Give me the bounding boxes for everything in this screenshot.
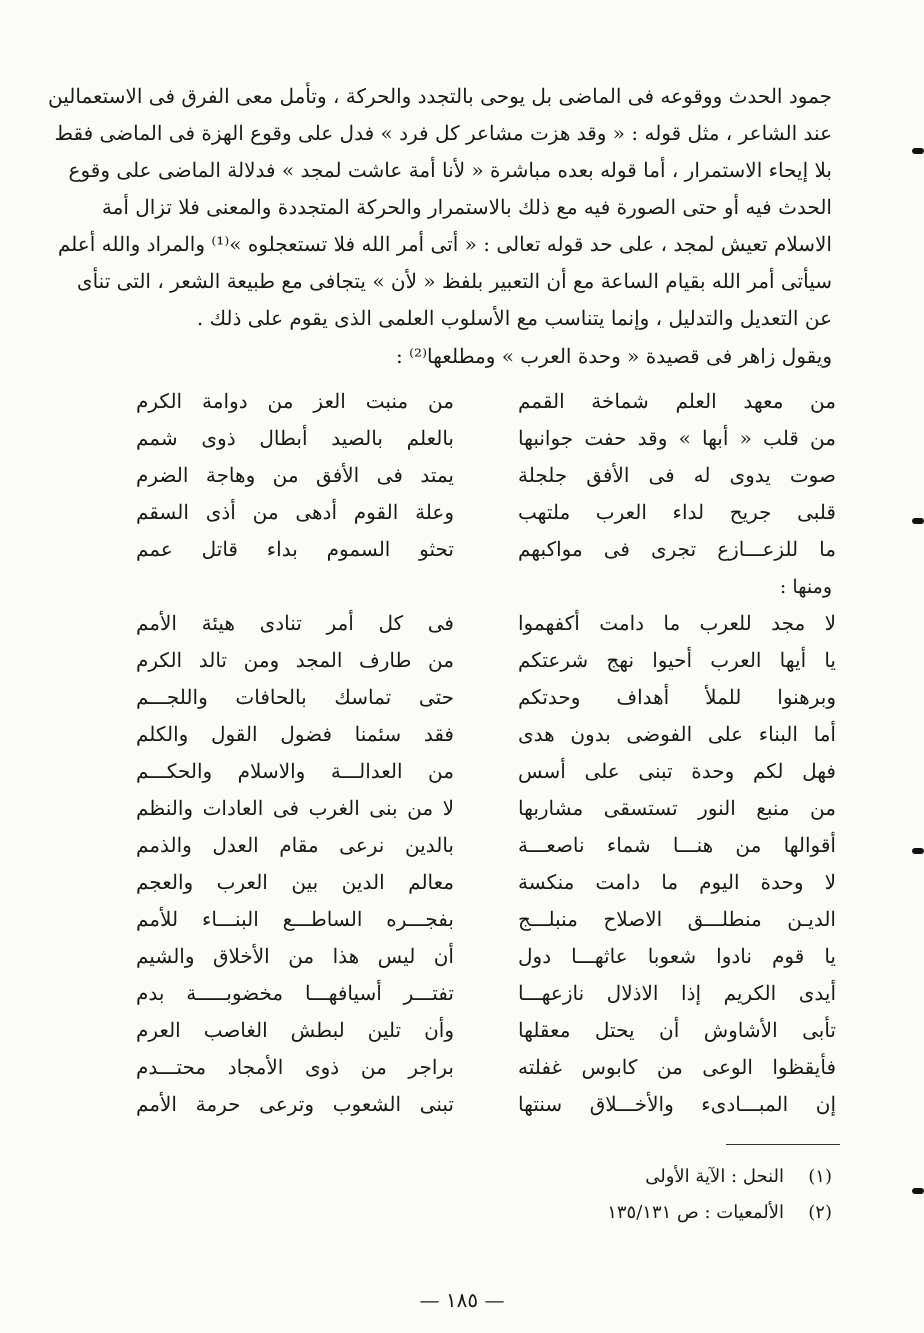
verse-second-hemistich: وعلة القوم أدهى من أذى السقم	[136, 499, 454, 524]
page-number: — ١٨٥ —	[419, 1288, 505, 1312]
verse-second-hemistich: بفجـــره الساطـــع البنـــاء للأمم	[136, 906, 454, 931]
scan-edge-mark	[912, 848, 924, 854]
verse-second-hemistich: أن ليس هذا من الأخلاق والشيم	[136, 943, 454, 968]
verse-second-hemistich: وأن تلين لبطش الغاصب العرم	[136, 1017, 454, 1042]
verse-row	[136, 382, 836, 419]
verse-second-hemistich: بالعلم بالصيد أبطال ذوى شمم	[136, 425, 454, 450]
verse-first-hemistich: الديـن منطلـــق الاصلاح منبلـــج	[518, 906, 836, 931]
paragraph-line: الحدث فيه أو حتى الصورة فيه مع ذلك بالاستمرار والحركة المتجددة والمعنى فلا تزال أمة	[101, 195, 832, 219]
poem-intro: ويقول زاهر فى قصيدة « وحدة العرب » ومطلعها⁽²⁾ :	[396, 344, 832, 368]
verse-first-hemistich: فهل لكم وحدة تبنى على أسس	[518, 758, 836, 783]
footnote	[607, 1194, 832, 1230]
footnotes	[607, 1158, 832, 1230]
paragraph-line: جمود الحدث ووقوعه فى الماضى بل يوحى بالتجدد والحركة ، وتأمل معى الفرق فى الاستعمالين	[48, 84, 832, 108]
poem-section-1	[136, 382, 836, 567]
verse-row	[136, 974, 836, 1011]
verse-first-hemistich: لا وحدة اليوم ما دامت منكسة	[518, 869, 836, 894]
scan-edge-mark	[912, 148, 924, 154]
verse-row	[136, 937, 836, 974]
verse-second-hemistich: فى كل أمر تنادى هيئة الأمم	[136, 610, 454, 635]
verse-second-hemistich: من طارف المجد ومن تالد الكرم	[136, 647, 454, 672]
verse-first-hemistich: فأيقظوا الوعى من كابوس غفلته	[518, 1054, 836, 1079]
verse-row	[136, 419, 836, 456]
verse-first-hemistich: وبرهنوا للملأ أهداف وحدتكم	[518, 684, 836, 709]
verse-row	[136, 1048, 836, 1085]
poem-subheading: ومنها :	[779, 576, 832, 598]
verse-first-hemistich: يا أيها العرب أحيوا نهج شرعتكم	[518, 647, 836, 672]
footnote-divider	[726, 1144, 840, 1145]
verse-row	[136, 1011, 836, 1048]
footnote-text: النحل : الآية الأولى	[645, 1165, 784, 1187]
paragraph-line: عن التعديل والتدليل ، وإنما يتناسب مع الأسلوب العلمى الذى يقوم على ذلك .	[196, 306, 832, 330]
paragraph-line: عند الشاعر ، مثل قوله : « وقد هزت مشاعر كل فرد » فدل على وقوع الهزة فى الماضى فقط	[54, 121, 832, 145]
verse-row	[136, 1085, 836, 1122]
verse-first-hemistich: يا قوم نادوا شعوبا عاثهـــا دول	[518, 943, 836, 968]
scan-edge-mark	[912, 518, 924, 524]
verse-first-hemistich: من منبع النور تستسقى مشاربها	[518, 795, 836, 820]
paragraph-line: بلا إيحاء الاستمرار ، أما قوله بعده مباشرة « لأنا أمة عاشت لمجد » فدلالة الماضى على وقوع	[68, 158, 832, 182]
footnote-number: (٢)	[808, 1201, 832, 1223]
verse-first-hemistich: من قلب « أبها » وقد حفت جوانبها	[518, 425, 836, 450]
verse-second-hemistich: بالدين نرعى مقام العدل والذمم	[136, 832, 454, 857]
verse-second-hemistich: من منبت العز من دوامة الكرم	[136, 388, 454, 413]
verse-row	[136, 456, 836, 493]
verse-second-hemistich: تفتـــر أسيافهـــا مخضوبـــــة بدم	[136, 980, 454, 1005]
verse-row	[136, 641, 836, 678]
verse-row	[136, 789, 836, 826]
verse-second-hemistich: معالم الدين بين العرب والعجم	[136, 869, 454, 894]
verse-row	[136, 493, 836, 530]
verse-second-hemistich: براجر من ذوى الأمجاد محتـــدم	[136, 1054, 454, 1079]
verse-row	[136, 752, 836, 789]
poem-section-2	[136, 604, 836, 1122]
footnote-number: (١)	[808, 1165, 832, 1187]
body-paragraph	[48, 78, 832, 337]
verse-first-hemistich: إن المبـــادىء والأخـــلاق سنتها	[518, 1091, 836, 1116]
verse-row	[136, 863, 836, 900]
verse-second-hemistich: من العدالـــة والاسلام والحكـــم	[136, 758, 454, 783]
verse-row	[136, 604, 836, 641]
footnote-text: الألمعيات : ص ١٣٥/١٣١	[607, 1201, 784, 1223]
verse-row	[136, 530, 836, 567]
verse-second-hemistich: لا من بنى الغرب فى العادات والنظم	[136, 795, 454, 820]
scan-edge-mark	[912, 1188, 924, 1194]
verse-first-hemistich: أيدى الكريم إذا الاذلال نازعهـــا	[518, 980, 836, 1005]
verse-second-hemistich: تبنى الشعوب وترعى حرمة الأمم	[136, 1091, 454, 1116]
verse-second-hemistich: يمتد فى الأفق من وهاجة الضرم	[136, 462, 454, 487]
verse-row	[136, 900, 836, 937]
verse-first-hemistich: صوت يدوى له فى الأفق جلجلة	[518, 462, 836, 487]
verse-first-hemistich: ما للزعـــازع تجرى فى مواكبهم	[518, 536, 836, 561]
footnote	[607, 1158, 832, 1194]
verse-first-hemistich: لا مجد للعرب ما دامت أكفهموا	[518, 610, 836, 635]
verse-second-hemistich: فقد سئمنا فضول القول والكلم	[136, 721, 454, 746]
verse-first-hemistich: قلبى جريح لداء العرب ملتهب	[518, 499, 836, 524]
verse-first-hemistich: من معهد العلم شماخة القمم	[518, 388, 836, 413]
paragraph-line: الاسلام تعيش لمجد ، على حد قوله تعالى : « أتى أمر الله فلا تستعجلوه »⁽¹⁾ والمراد والله أعلم	[57, 232, 832, 256]
verse-row	[136, 715, 836, 752]
paragraph-line: سيأتى أمر الله بقيام الساعة مع أن التعبير بلفظ « لأن » يتجافى مع طبيعة الشعر ، التى تنأى	[76, 269, 832, 293]
verse-first-hemistich: أما البناء على الفوضى بدون هدى	[518, 721, 836, 746]
verse-second-hemistich: تحثو السموم بداء قاتل عمم	[136, 536, 454, 561]
verse-row	[136, 826, 836, 863]
verse-second-hemistich: حتى تماسك بالحافات واللجـــم	[136, 684, 454, 709]
verse-first-hemistich: أقوالها من هنـــا شماء ناصعـــة	[518, 832, 836, 857]
verse-row	[136, 678, 836, 715]
verse-first-hemistich: تأبى الأشاوش أن يحتل معقلها	[518, 1017, 836, 1042]
